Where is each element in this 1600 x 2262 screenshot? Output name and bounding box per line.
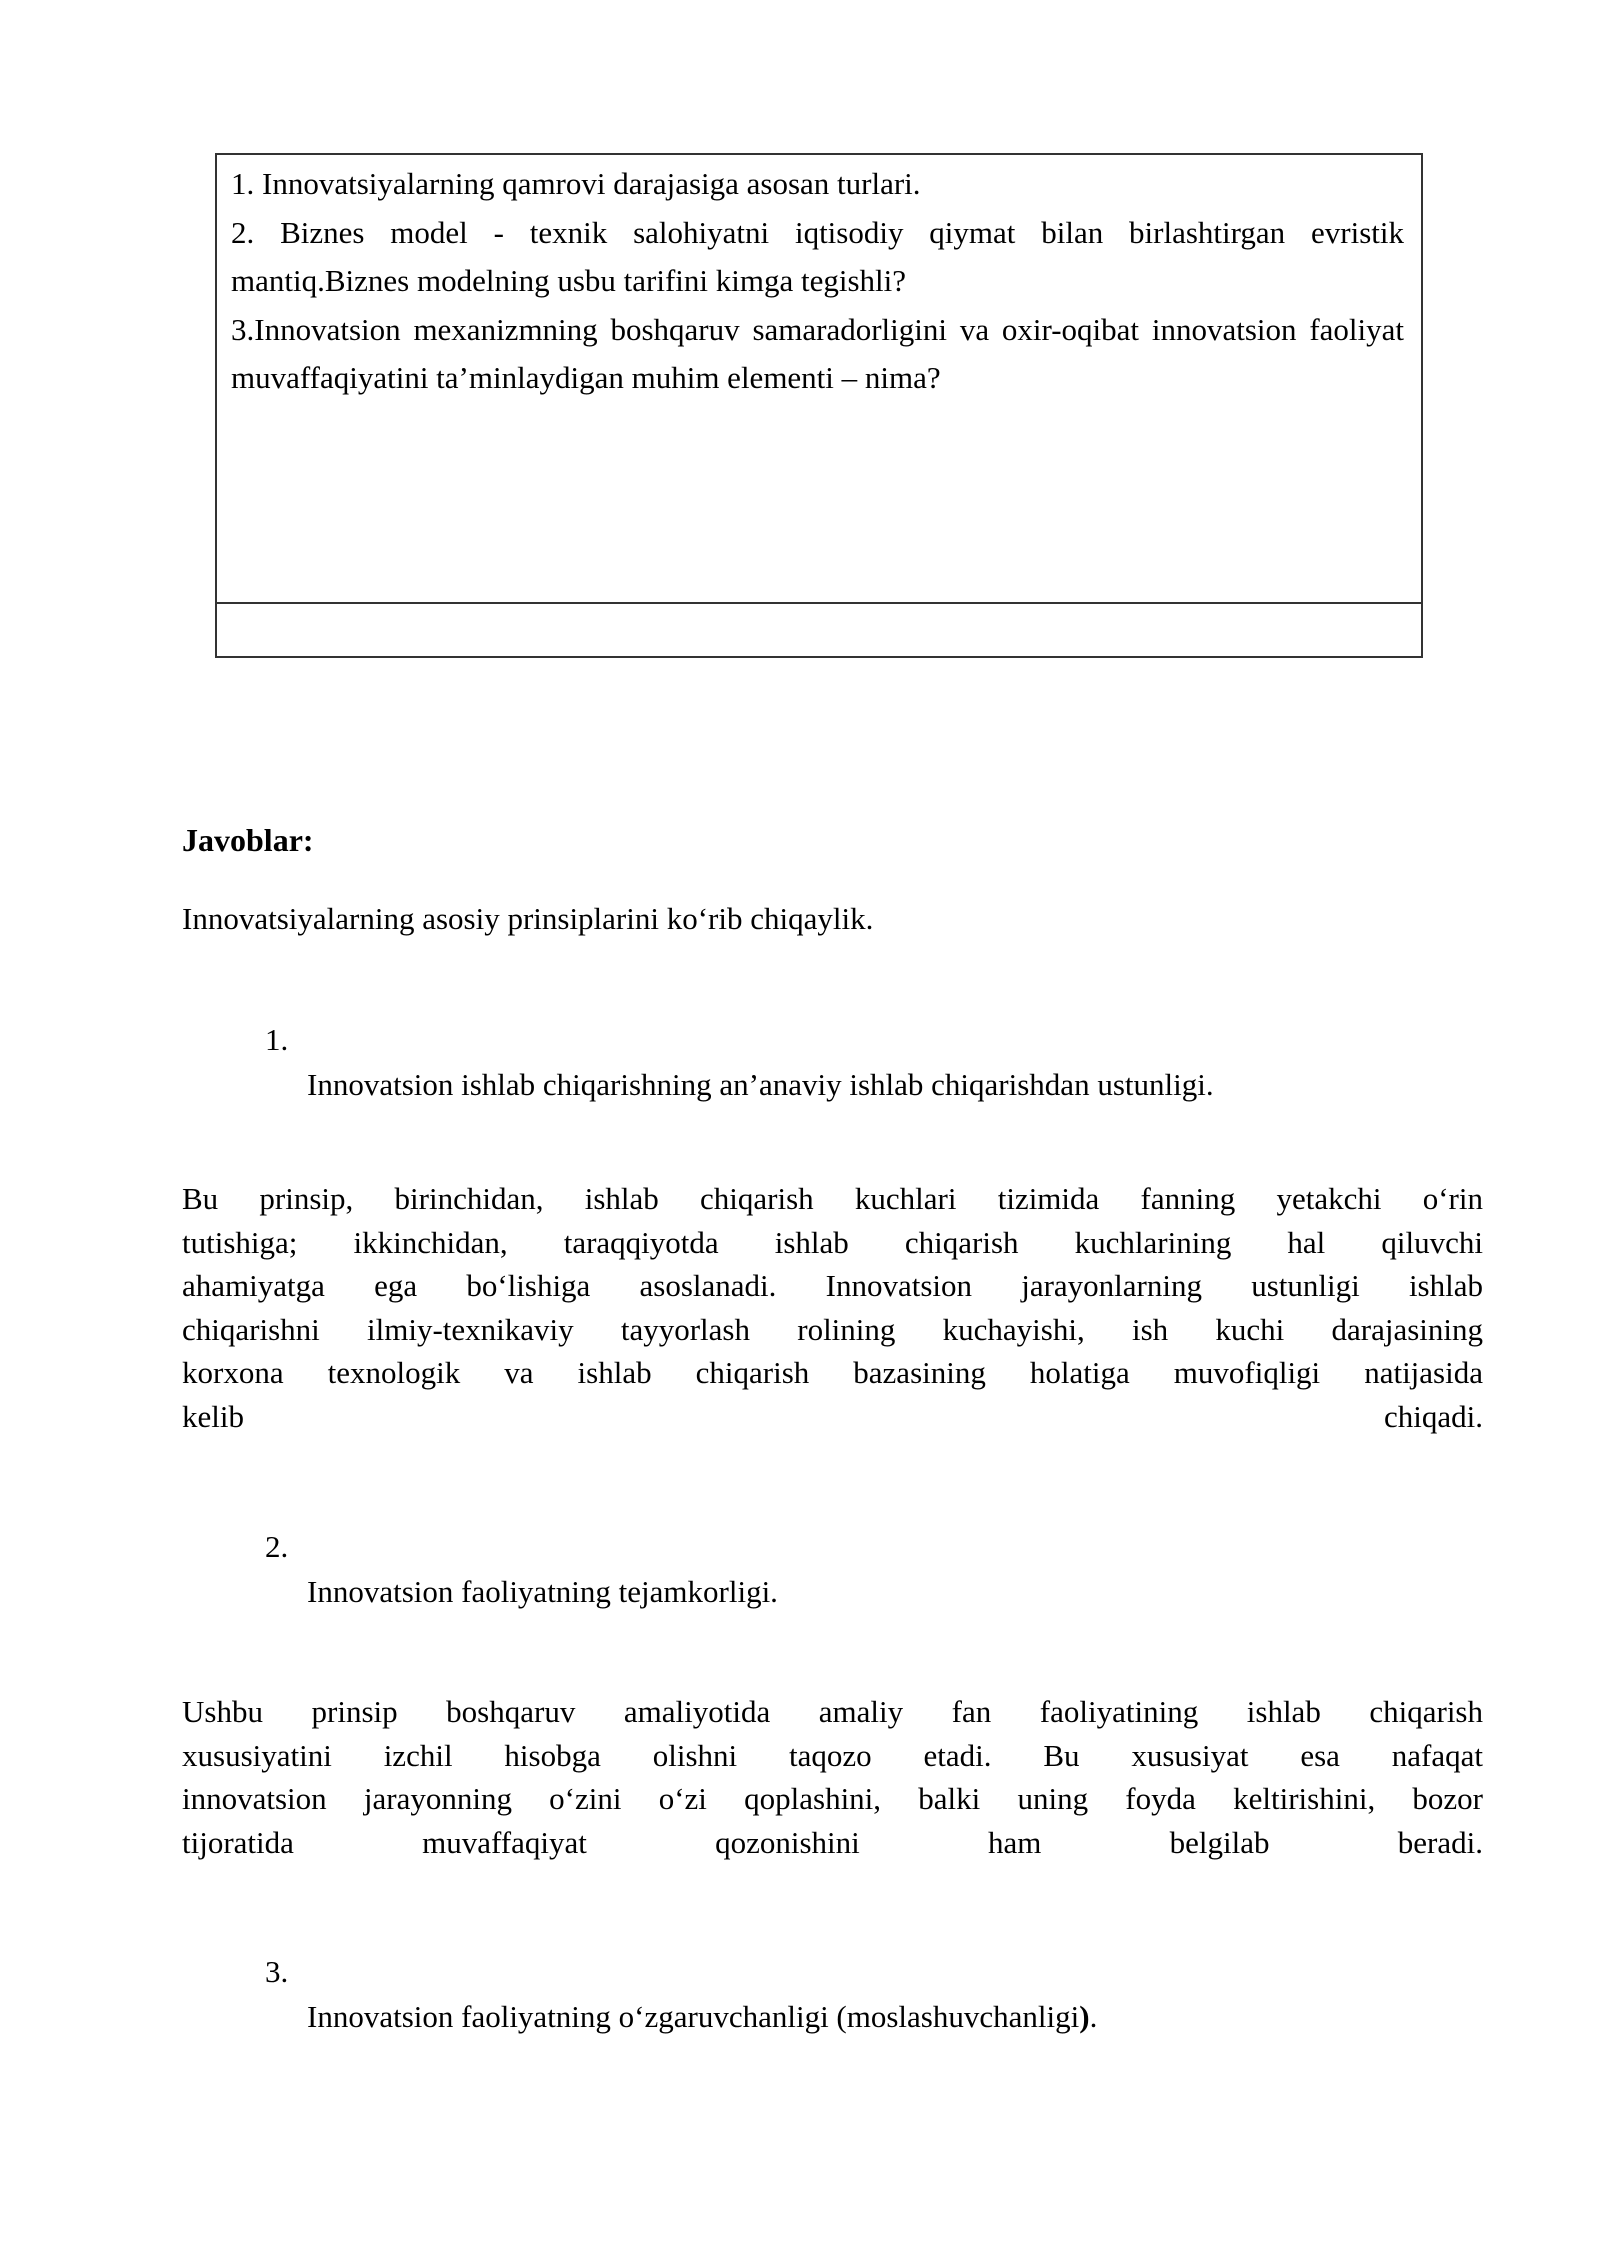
answer-item-3-number: 3. (265, 1954, 289, 1989)
paragraph-line: xususiyatini izchil hisobga olishni taqozo etadi. Bu xususiyat esa nafaqat (182, 1737, 1483, 1773)
paragraph-line: kelib chiqadi. (182, 1398, 1483, 1434)
paragraph-line: chiqarishni ilmiy-texnikaviy tayyorlash rolining kuchayishi, ish kuchi darajasining (182, 1311, 1483, 1347)
paragraph-line: tijoratida muvaffaqiyat qozonishini ham belgilab beradi. (182, 1824, 1483, 1860)
answer-item-3-title-period: . (1089, 1999, 1098, 2034)
paragraph-line: innovatsion jarayonning oʻzini oʻzi qoplashini, balki uning foyda keltirishini, bozor (182, 1781, 1483, 1816)
question-item-1: 1. Innovatsiyalarning qamrovi darajasiga asosan turlari. (231, 166, 921, 201)
answer-item-2-paragraph (182, 1690, 1483, 1864)
answer-item-1-number: 1. (265, 1022, 289, 1057)
paragraph-line: Bu prinsip, birinchidan, ishlab chiqarish kuchlari tizimida fanning yetakchi oʻrin (182, 1181, 1483, 1216)
question-item-3: 3.Innovatsion mexanizmning boshqaruv samaradorligini va oxir-oqibat innovatsion faoliyat muvaffaqiyatini ta’minlaydigan muhim elementi – nima? (231, 311, 1404, 395)
answer-item-2 (182, 1524, 1483, 1614)
answer-item-1-paragraph (182, 1177, 1483, 1438)
answer-item-3 (182, 1949, 1483, 2039)
question-item-2: 2. Biznes model - texnik salohiyatni iqtisodiy qiymat bilan birlashtirgan evristik mantiq.Biznes modelning usbu tarifini kimga tegishli? (231, 214, 1404, 298)
answer-item-3-title-bold-paren: ) (1079, 1999, 1090, 2034)
answers-intro: Innovatsiyalarning asosiy prinsiplarini koʻrib chiqaylik. (182, 901, 874, 936)
answer-item-2-title: Innovatsion faoliyatning tejamkorligi. (307, 1574, 778, 1609)
answers-heading: Javoblar: (182, 822, 314, 858)
answer-item-1 (182, 1017, 1483, 1107)
paragraph-line: tutishiga; ikkinchidan, taraqqiyotda ishlab chiqarish kuchlarining hal qiluvchi (182, 1224, 1483, 1260)
question-table-empty-cell (217, 604, 1421, 656)
question-table-cell (217, 155, 1421, 604)
paragraph-line: ahamiyatga ega boʻlishiga asoslanadi. Innovatsion jarayonlarning ustunligi ishlab (182, 1268, 1483, 1303)
paragraph-line: Ushbu prinsip boshqaruv amaliyotida amaliy fan faoliyatining ishlab chiqarish (182, 1694, 1483, 1729)
question-table (215, 153, 1423, 658)
answer-item-1-title: Innovatsion ishlab chiqarishning an’anaviy ishlab chiqarishdan ustunligi. (307, 1067, 1214, 1102)
answer-item-3-title-text: Innovatsion faoliyatning oʻzgaruvchanligi (moslashuvchanligi (307, 1999, 1080, 2034)
answer-item-3-title (182, 1994, 1483, 2039)
paragraph-line: korxona texnologik va ishlab chiqarish bazasining holatiga muvofiqligi natijasida (182, 1355, 1483, 1390)
answer-item-2-number: 2. (265, 1529, 289, 1564)
